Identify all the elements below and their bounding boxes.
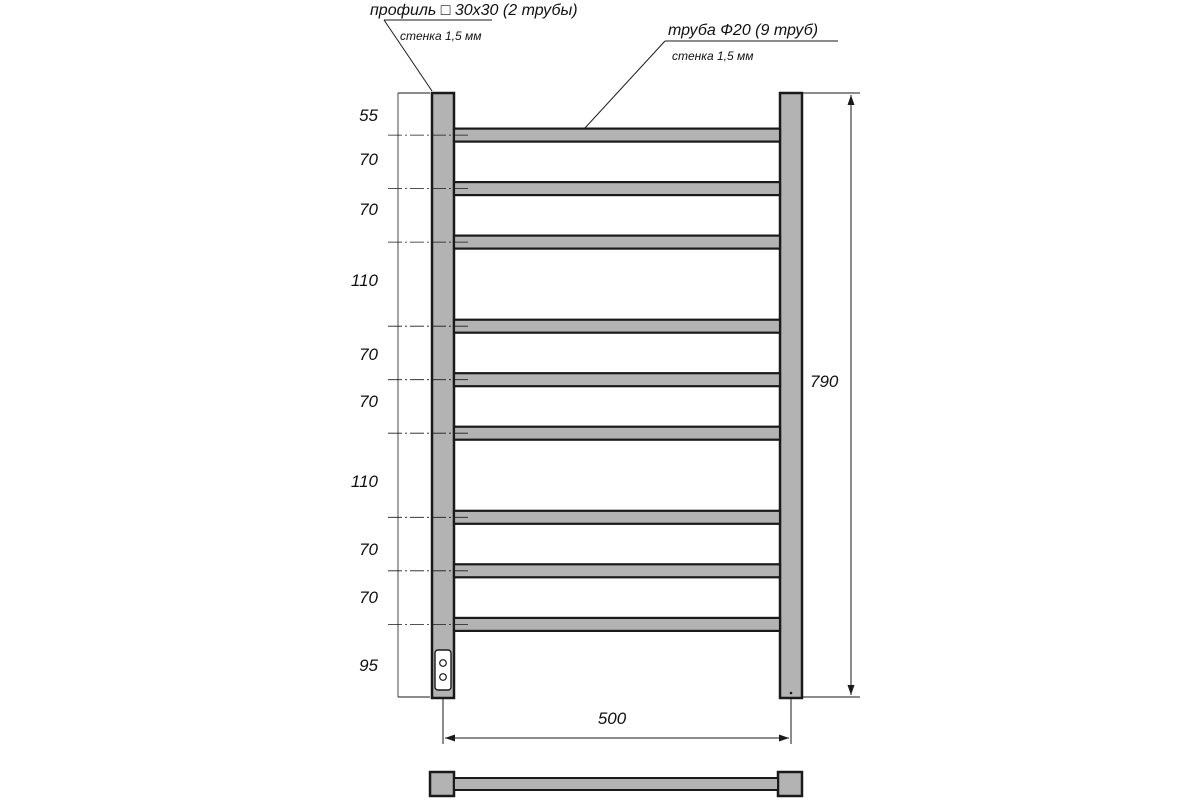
- width-label: 500: [597, 709, 627, 728]
- spacing-label: 95: [359, 656, 378, 675]
- right-profile: [780, 93, 802, 698]
- total-height-label: 790: [810, 372, 839, 391]
- spacing-label: 70: [359, 345, 378, 364]
- top-view-left-square: [430, 772, 454, 796]
- profile-wall-label: стенка 1,5 мм: [400, 29, 482, 43]
- spacing-label: 70: [359, 200, 378, 219]
- spacing-label: 110: [350, 472, 378, 491]
- left-dimension-lines: [398, 93, 430, 697]
- horizontal-pipe: [454, 236, 780, 249]
- top-view-pipe: [454, 778, 778, 790]
- pipe-leader-line: [585, 41, 665, 128]
- horizontal-pipe: [454, 427, 780, 440]
- horizontal-pipe: [454, 373, 780, 386]
- spacing-label: 70: [359, 392, 378, 411]
- pipe-title-label: труба Ф20 (9 труб): [668, 22, 819, 39]
- spacing-label: 70: [359, 150, 378, 169]
- spacing-label: 70: [359, 540, 378, 559]
- pipe-wall-label: стенка 1,5 мм: [672, 49, 754, 63]
- pipe-group: [454, 129, 780, 631]
- top-view-right-square: [778, 772, 802, 796]
- horizontal-pipe: [454, 618, 780, 631]
- horizontal-pipe: [454, 511, 780, 524]
- horizontal-pipe: [454, 182, 780, 195]
- spacing-label: 70: [359, 588, 378, 607]
- horizontal-pipe: [454, 129, 780, 142]
- profile-end-dot: [790, 692, 793, 695]
- connector-plug-icon: [435, 650, 451, 690]
- left-profile: [432, 93, 454, 698]
- horizontal-pipe: [454, 564, 780, 577]
- centerline-group: [388, 135, 468, 624]
- top-view: [430, 772, 802, 796]
- horizontal-pipe: [454, 320, 780, 333]
- spacing-label: 110: [350, 271, 378, 290]
- spacing-label: 55: [359, 106, 378, 125]
- profile-title-label: профиль □ 30x30 (2 трубы): [370, 2, 578, 19]
